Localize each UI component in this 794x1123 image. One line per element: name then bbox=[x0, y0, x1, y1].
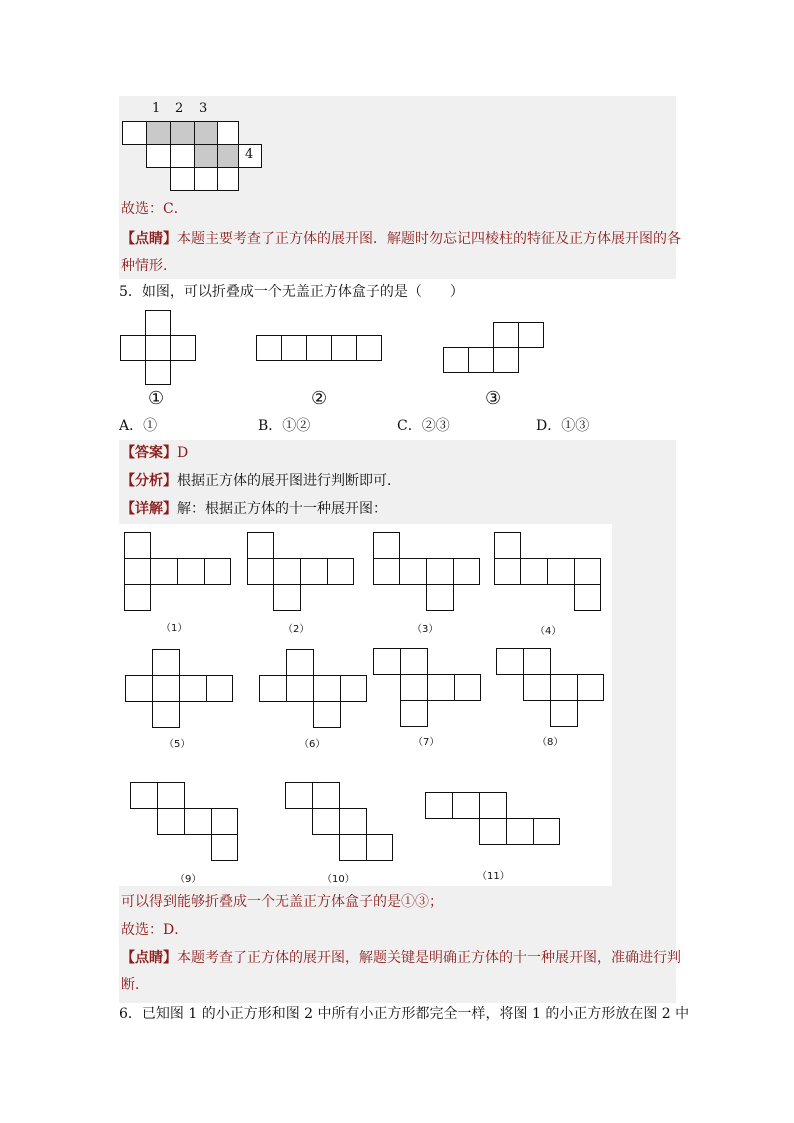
net-label-5: （5） bbox=[164, 739, 191, 750]
q5-option-d: D．①③ bbox=[536, 418, 590, 434]
analysis-tag: 【分析】 bbox=[121, 473, 177, 489]
q5-figure-label-2: ② bbox=[311, 388, 328, 409]
detail-tag: 【详解】 bbox=[121, 501, 177, 517]
grid-cell-shaded bbox=[194, 121, 218, 145]
answer-value: D bbox=[177, 445, 189, 461]
q5-analysis bbox=[121, 471, 401, 491]
net-label-2: （2） bbox=[283, 624, 310, 635]
q5-comment-line1 bbox=[121, 948, 681, 968]
comment-tag: 【点睛】 bbox=[121, 950, 177, 966]
q5-figure-label-1: ① bbox=[148, 388, 165, 409]
prev-answer: 故选：C． bbox=[121, 201, 188, 217]
cell-number-2: 2 bbox=[175, 101, 184, 116]
q5-comment-line2: 断． bbox=[121, 977, 149, 993]
q5-answer bbox=[121, 443, 188, 463]
eleven-nets-panel bbox=[119, 524, 612, 886]
q5-detail bbox=[121, 499, 387, 519]
comment-tag: 【点睛】 bbox=[121, 231, 177, 247]
q5-figure-label-3: ③ bbox=[485, 388, 502, 409]
grid-cell bbox=[217, 121, 239, 145]
grid-cell bbox=[146, 144, 171, 168]
comment-text: 本题主要考查了正方体的展开图．解题时勿忘记四棱柱的特征及正方体展开图的各 bbox=[177, 231, 681, 247]
q5-option-a: A．① bbox=[119, 418, 158, 434]
prev-comment-line2: 种情形． bbox=[121, 258, 177, 274]
q5-question: 5．如图，可以折叠成一个无盖正方体盒子的是（ ） bbox=[119, 284, 464, 300]
grid-cell-shaded bbox=[194, 144, 218, 168]
net-label-6: （6） bbox=[299, 739, 326, 750]
q5-option-c: C．②③ bbox=[397, 418, 450, 434]
net-label-1: （1） bbox=[161, 623, 188, 634]
grid-cell bbox=[170, 144, 195, 168]
detail-text: 解：根据正方体的十一种展开图： bbox=[177, 501, 387, 517]
q5-option-b: B．①② bbox=[258, 418, 311, 434]
top-figure-right-shade bbox=[263, 96, 676, 191]
grid-cell-shaded bbox=[170, 121, 195, 145]
grid-cell bbox=[170, 167, 195, 191]
top-figure-panel bbox=[119, 96, 263, 191]
answer-tag: 【答案】 bbox=[121, 445, 177, 461]
cell-number-4: 4 bbox=[245, 147, 254, 162]
q5-choice: 故选：D． bbox=[121, 922, 189, 938]
net-label-8: （8） bbox=[537, 737, 564, 748]
cell-number-1: 1 bbox=[152, 101, 161, 116]
prev-comment-line1 bbox=[121, 229, 681, 249]
net-label-10: （10） bbox=[322, 874, 355, 885]
analysis-text: 根据正方体的展开图进行判断即可． bbox=[177, 473, 401, 489]
q5-conclusion: 可以得到能够折叠成一个无盖正方体盒子的是①③； bbox=[121, 894, 443, 910]
grid-cell bbox=[122, 121, 147, 145]
comment-text: 本题考查了正方体的展开图，解题关键是明确正方体的十一种展开图，准确进行判 bbox=[177, 950, 681, 966]
net-label-7: （7） bbox=[413, 737, 440, 748]
net-label-4: （4） bbox=[535, 626, 562, 637]
net-label-9: （9） bbox=[175, 874, 202, 885]
cell-number-3: 3 bbox=[199, 101, 208, 116]
net-label-11: （11） bbox=[477, 871, 510, 882]
grid-cell-shaded bbox=[146, 121, 171, 145]
grid-cell bbox=[217, 167, 239, 191]
grid-cell-shaded bbox=[217, 144, 239, 168]
grid-cell bbox=[194, 167, 218, 191]
net-label-3: （3） bbox=[412, 624, 439, 635]
q6-question: 6．已知图 1 的小正方形和图 2 中所有小正方形都完全一样，将图 1 的小正方形放在图 2 中 bbox=[119, 1006, 690, 1022]
